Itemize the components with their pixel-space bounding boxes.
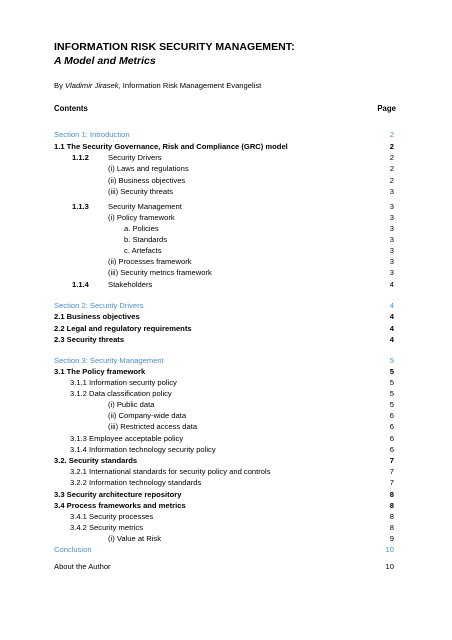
page-heading: Page	[377, 104, 396, 113]
toc-page-number: 3	[389, 257, 394, 266]
toc-entry-title: (ii) Business objectives	[108, 176, 186, 185]
toc-page-number: 2	[389, 164, 394, 173]
toc-entry-title: 3.1 The Policy framework	[54, 367, 146, 376]
toc-page-number: 3	[389, 202, 394, 211]
toc-page-number: 6	[389, 445, 394, 454]
toc-row	[0, 245, 452, 256]
toc-row	[0, 234, 452, 245]
toc-row	[0, 522, 452, 533]
toc-page-number: 8	[389, 490, 394, 499]
toc-row	[0, 334, 452, 345]
contents-heading: Contents	[54, 104, 88, 113]
toc-row	[0, 477, 452, 488]
toc-row	[0, 533, 452, 544]
toc-row	[0, 212, 452, 223]
toc-entry-title: (ii) Processes framework	[108, 257, 192, 266]
toc-row	[0, 175, 452, 186]
toc-row	[0, 201, 452, 212]
toc-page-number: 4	[389, 301, 394, 310]
toc-entry-title: (iii) Restricted access data	[108, 422, 198, 431]
toc-row	[0, 223, 452, 234]
toc-row	[0, 323, 452, 334]
toc-page-number: 5	[389, 367, 394, 376]
toc-entry-title: (iii) Security threats	[108, 187, 173, 196]
toc-page-number: 10	[385, 562, 394, 571]
toc-entry-title: 3.3 Security architecture repository	[54, 490, 182, 499]
toc-row	[0, 355, 452, 366]
toc-entry-title: (i) Laws and regulations	[108, 164, 189, 173]
toc-page-number: 4	[389, 324, 394, 333]
toc-entry-title: Section 1: Introduction	[54, 130, 130, 139]
toc-row	[0, 410, 452, 421]
toc-entry-title: 2.2 Legal and regulatory requirements	[54, 324, 192, 333]
document-title: INFORMATION RISK SECURITY MANAGEMENT:	[54, 41, 295, 53]
toc-row	[0, 399, 452, 410]
toc-entry-title: 2.1 Business objectives	[54, 312, 140, 321]
toc-entry-title: 3.2.1 International standards for security policy and controls	[70, 467, 271, 476]
toc-row	[0, 433, 452, 444]
toc-entry-title: Section 2: Security Drivers	[54, 301, 144, 310]
toc-row	[0, 267, 452, 278]
toc-page-number: 3	[389, 224, 394, 233]
toc-page-number: 6	[389, 411, 394, 420]
toc-row	[0, 311, 452, 322]
toc-entry-title: 3.2. Security standards	[54, 456, 138, 465]
toc-page-number: 3	[389, 246, 394, 255]
toc-row	[0, 377, 452, 388]
toc-entry-title: (i) Public data	[108, 400, 155, 409]
toc-entry-title: Security Drivers	[108, 153, 162, 162]
toc-page-number: 9	[389, 534, 394, 543]
toc-entry-title: 3.1.1 Information security policy	[70, 378, 177, 387]
toc-entry-title: 2.3 Security threats	[54, 335, 125, 344]
toc-page-number: 3	[389, 213, 394, 222]
toc-page-number: 7	[389, 478, 394, 487]
toc-row	[0, 129, 452, 140]
toc-entry-title: 3.4 Process frameworks and metrics	[54, 501, 186, 510]
toc-row	[0, 489, 452, 500]
toc-page-number: 8	[389, 501, 394, 510]
toc-entry-title: 3.4.2 Security metrics	[70, 523, 144, 532]
toc-page-number: 3	[389, 187, 394, 196]
toc-page-number: 6	[389, 434, 394, 443]
toc-row	[0, 300, 452, 311]
toc-entry-title: Stakeholders	[108, 280, 153, 289]
toc-row	[0, 388, 452, 399]
toc-page-number: 8	[389, 512, 394, 521]
toc-page-number: 4	[389, 312, 394, 321]
toc-row	[0, 500, 452, 511]
toc-page-number: 5	[389, 400, 394, 409]
toc-page-number: 2	[389, 130, 394, 139]
toc-row	[0, 186, 452, 197]
toc-row	[0, 421, 452, 432]
toc-entry-title: Section 3: Security Management	[54, 356, 164, 365]
toc-row	[0, 256, 452, 267]
toc-page-number: 5	[389, 389, 394, 398]
toc-page-number: 6	[389, 422, 394, 431]
byline-suffix: , Information Risk Management Evangelist	[118, 81, 262, 90]
toc-row	[0, 455, 452, 466]
toc-entry-title: b. Standards	[124, 235, 168, 244]
toc-entry-title: About the Author	[54, 562, 111, 571]
toc-row	[0, 279, 452, 290]
toc-row	[0, 163, 452, 174]
toc-row	[0, 561, 452, 572]
toc-row	[0, 141, 452, 152]
toc-entry-title: 3.1.2 Data classification policy	[70, 389, 172, 398]
toc-entry-title: 3.1.3 Employee acceptable policy	[70, 434, 184, 443]
toc-entry-title: (i) Policy framework	[108, 213, 175, 222]
toc-page-number: 10	[385, 545, 394, 554]
toc-page-number: 2	[389, 142, 394, 151]
toc-section-number: 1.1.2	[72, 153, 89, 162]
toc-entry-title: (ii) Company-wide data	[108, 411, 187, 420]
toc-page-number: 5	[389, 378, 394, 387]
toc-entry-title: Conclusion	[54, 545, 92, 554]
toc-row	[0, 152, 452, 163]
toc-page-number: 5	[389, 356, 394, 365]
toc-page-number: 7	[389, 456, 394, 465]
toc-row	[0, 366, 452, 377]
toc-entry-title: c. Artefacts	[124, 246, 162, 255]
toc-section-number: 1.1.3	[72, 202, 89, 211]
toc-page-number: 2	[389, 153, 394, 162]
byline	[54, 81, 261, 90]
toc-page-number: 4	[389, 280, 394, 289]
toc-entry-title: 3.1.4 Information technology security policy	[70, 445, 216, 454]
toc-row	[0, 511, 452, 522]
toc-page-number: 2	[389, 176, 394, 185]
toc-page-number: 3	[389, 268, 394, 277]
toc-page-number: 8	[389, 523, 394, 532]
toc-row	[0, 466, 452, 477]
toc-section-number: 1.1.4	[72, 280, 89, 289]
byline-prefix: By	[54, 81, 65, 90]
toc-row	[0, 444, 452, 455]
toc-page-number: 3	[389, 235, 394, 244]
toc-entry-title: 1.1 The Security Governance, Risk and Compliance (GRC) model	[54, 142, 288, 151]
toc-entry-title: a. Policies	[124, 224, 159, 233]
document-subtitle: A Model and Metrics	[54, 55, 156, 67]
toc-entry-title: Security Management	[108, 202, 182, 211]
byline-author: Vladimir Jirasek	[64, 81, 119, 90]
toc-row	[0, 544, 452, 555]
toc-entry-title: (i) Value at Risk	[108, 534, 162, 543]
toc-page-number: 7	[389, 467, 394, 476]
toc-entry-title: (iii) Security metrics framework	[108, 268, 212, 277]
toc-page-number: 4	[389, 335, 394, 344]
toc-entry-title: 3.2.2 Information technology standards	[70, 478, 202, 487]
toc-entry-title: 3.4.1 Security processes	[70, 512, 154, 521]
